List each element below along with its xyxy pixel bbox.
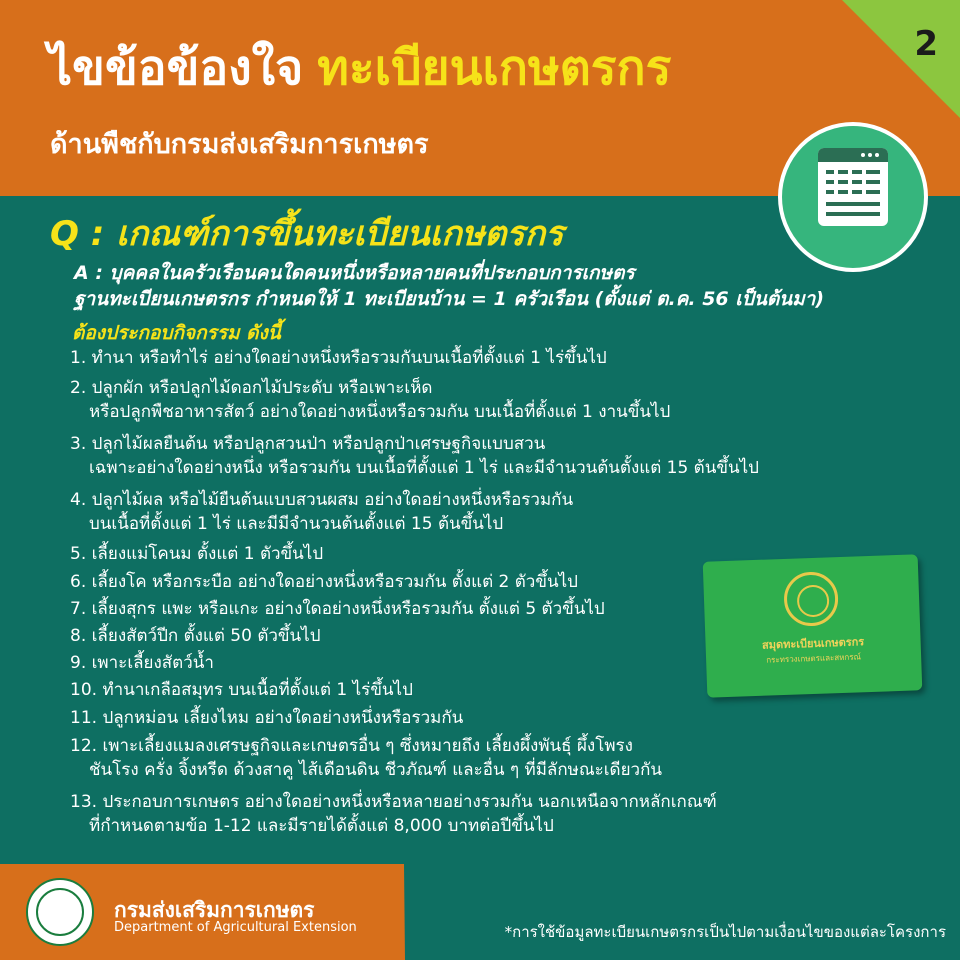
list-item: 3. ปลูกไม้ผลยืนต้น หรือปลูกสวนป่า หรือปลูกป่าเศรษฐกิจแบบสวน เฉพาะอย่างใดอย่างหนึ่ง หรือรวมกัน บนเนื้อที่ตั้งแต่ 1 ไร่ และมีจำนวนต้นตั้งแต่ 15 ต้นขึ้นไป [70, 434, 759, 478]
title-part1: ไขข้อข้องใจ [48, 40, 304, 96]
footer-orange-slant [404, 864, 464, 960]
footnote: *การใช้ข้อมูลทะเบียนเกษตรกรเป็นไปตามเงื่อนไขของแต่ละโครงการ [504, 923, 946, 941]
corner-triangle [842, 0, 960, 118]
book-subtitle: กระทรวงเกษตรและสหกรณ์ [766, 652, 862, 665]
list-item: 6. เลี้ยงโค หรือกระบือ อย่างใดอย่างหนึ่งหรือรวมกัน ตั้งแต่ 2 ตัวขึ้นไป [70, 572, 578, 592]
list-item: 7. เลี้ยงสุกร แพะ หรือแกะ อย่างใดอย่างหนึ่งหรือรวมกัน ตั้งแต่ 5 ตัวขึ้นไป [70, 599, 605, 619]
department-name-th: กรมส่งเสริมการเกษตร [114, 898, 315, 922]
page-title [48, 38, 671, 98]
farmer-registration-book [703, 554, 923, 697]
list-item: 10. ทำนาเกลือสมุทร บนเนื้อที่ตั้งแต่ 1 ไร่ขึ้นไป [70, 680, 413, 700]
list-item: 2. ปลูกผัก หรือปลูกไม้ดอกไม้ประดับ หรือเพาะเห็ด หรือปลูกพืชอาหารสัตว์ อย่างใดอย่างหนึ่งหรือรวมกัน บนเนื้อที่ตั้งแต่ 1 งานขึ้นไป [70, 378, 671, 422]
question-heading: Q : เกณฑ์การขึ้นทะเบียนเกษตรกร [50, 214, 564, 254]
list-item: 9. เพาะเลี้ยงสัตว์น้ำ [70, 653, 214, 673]
list-item: 4. ปลูกไม้ผล หรือไม้ยืนต้นแบบสวนผสม อย่างใดอย่างหนึ่งหรือรวมกัน บนเนื้อที่ตั้งแต่ 1 ไร่ และมีมีจำนวนต้นตั้งแต่ 15 ต้นขึ้นไป [70, 490, 574, 534]
register-table-icon [778, 122, 928, 272]
book-title: สมุดทะเบียนเกษตรกร [761, 635, 865, 652]
list-item: 13. ประกอบการเกษตร อย่างใดอย่างหนึ่งหรือหลายอย่างรวมกัน นอกเหนือจากหลักเกณฑ์ ที่กำหนดตามข้อ 1-12 และมีรายได้ตั้งแต่ 8,000 บาทต่อปีขึ้นไป [70, 792, 717, 836]
title-part2: ทะเบียนเกษตรกร [317, 40, 672, 96]
department-name-en: Department of Agricultural Extension [114, 920, 357, 935]
list-item: 12. เพาะเลี้ยงแมลงเศรษฐกิจและเกษตรอื่น ๆ ซึ่งหมายถึง เลี้ยงผึ้งพันธุ์ ผึ้งโพรง ชันโรง ครั่ง จิ้งหรีด ด้วงสาคู ไส้เดือนดิน ชีวภัณฑ์ และอื่น ๆ ที่มีลักษณะเดียวกัน [70, 736, 662, 780]
answer-line-1: A : บุคคลในครัวเรือนคนใดคนหนึ่งหรือหลายคนที่ประกอบการเกษตร [74, 262, 635, 284]
list-item: 11. ปลูกหม่อน เลี้ยงไหม อย่างใดอย่างหนึ่งหรือรวมกัน [70, 708, 464, 728]
department-logo [26, 878, 94, 946]
answer-line-2: ฐานทะเบียนเกษตรกร กำหนดให้ 1 ทะเบียนบ้าน = 1 ครัวเรือน (ตั้งแต่ ต.ค. 56 เป็นต้นมา) [74, 288, 825, 310]
emblem-icon [783, 571, 839, 627]
page-subtitle: ด้านพืชกับกรมส่งเสริมการเกษตร [50, 129, 429, 160]
list-item: 5. เลี้ยงแม่โคนม ตั้งแต่ 1 ตัวขึ้นไป [70, 544, 324, 564]
requirements-title: ต้องประกอบกิจกรรม ดังนี้ [72, 322, 281, 344]
list-item: 8. เลี้ยงสัตว์ปีก ตั้งแต่ 50 ตัวขึ้นไป [70, 626, 321, 646]
page-number: 2 [914, 24, 938, 64]
list-item: 1. ทำนา หรือทำไร่ อย่างใดอย่างหนึ่งหรือรวมกันบนเนื้อที่ตั้งแต่ 1 ไร่ขึ้นไป [70, 348, 607, 368]
